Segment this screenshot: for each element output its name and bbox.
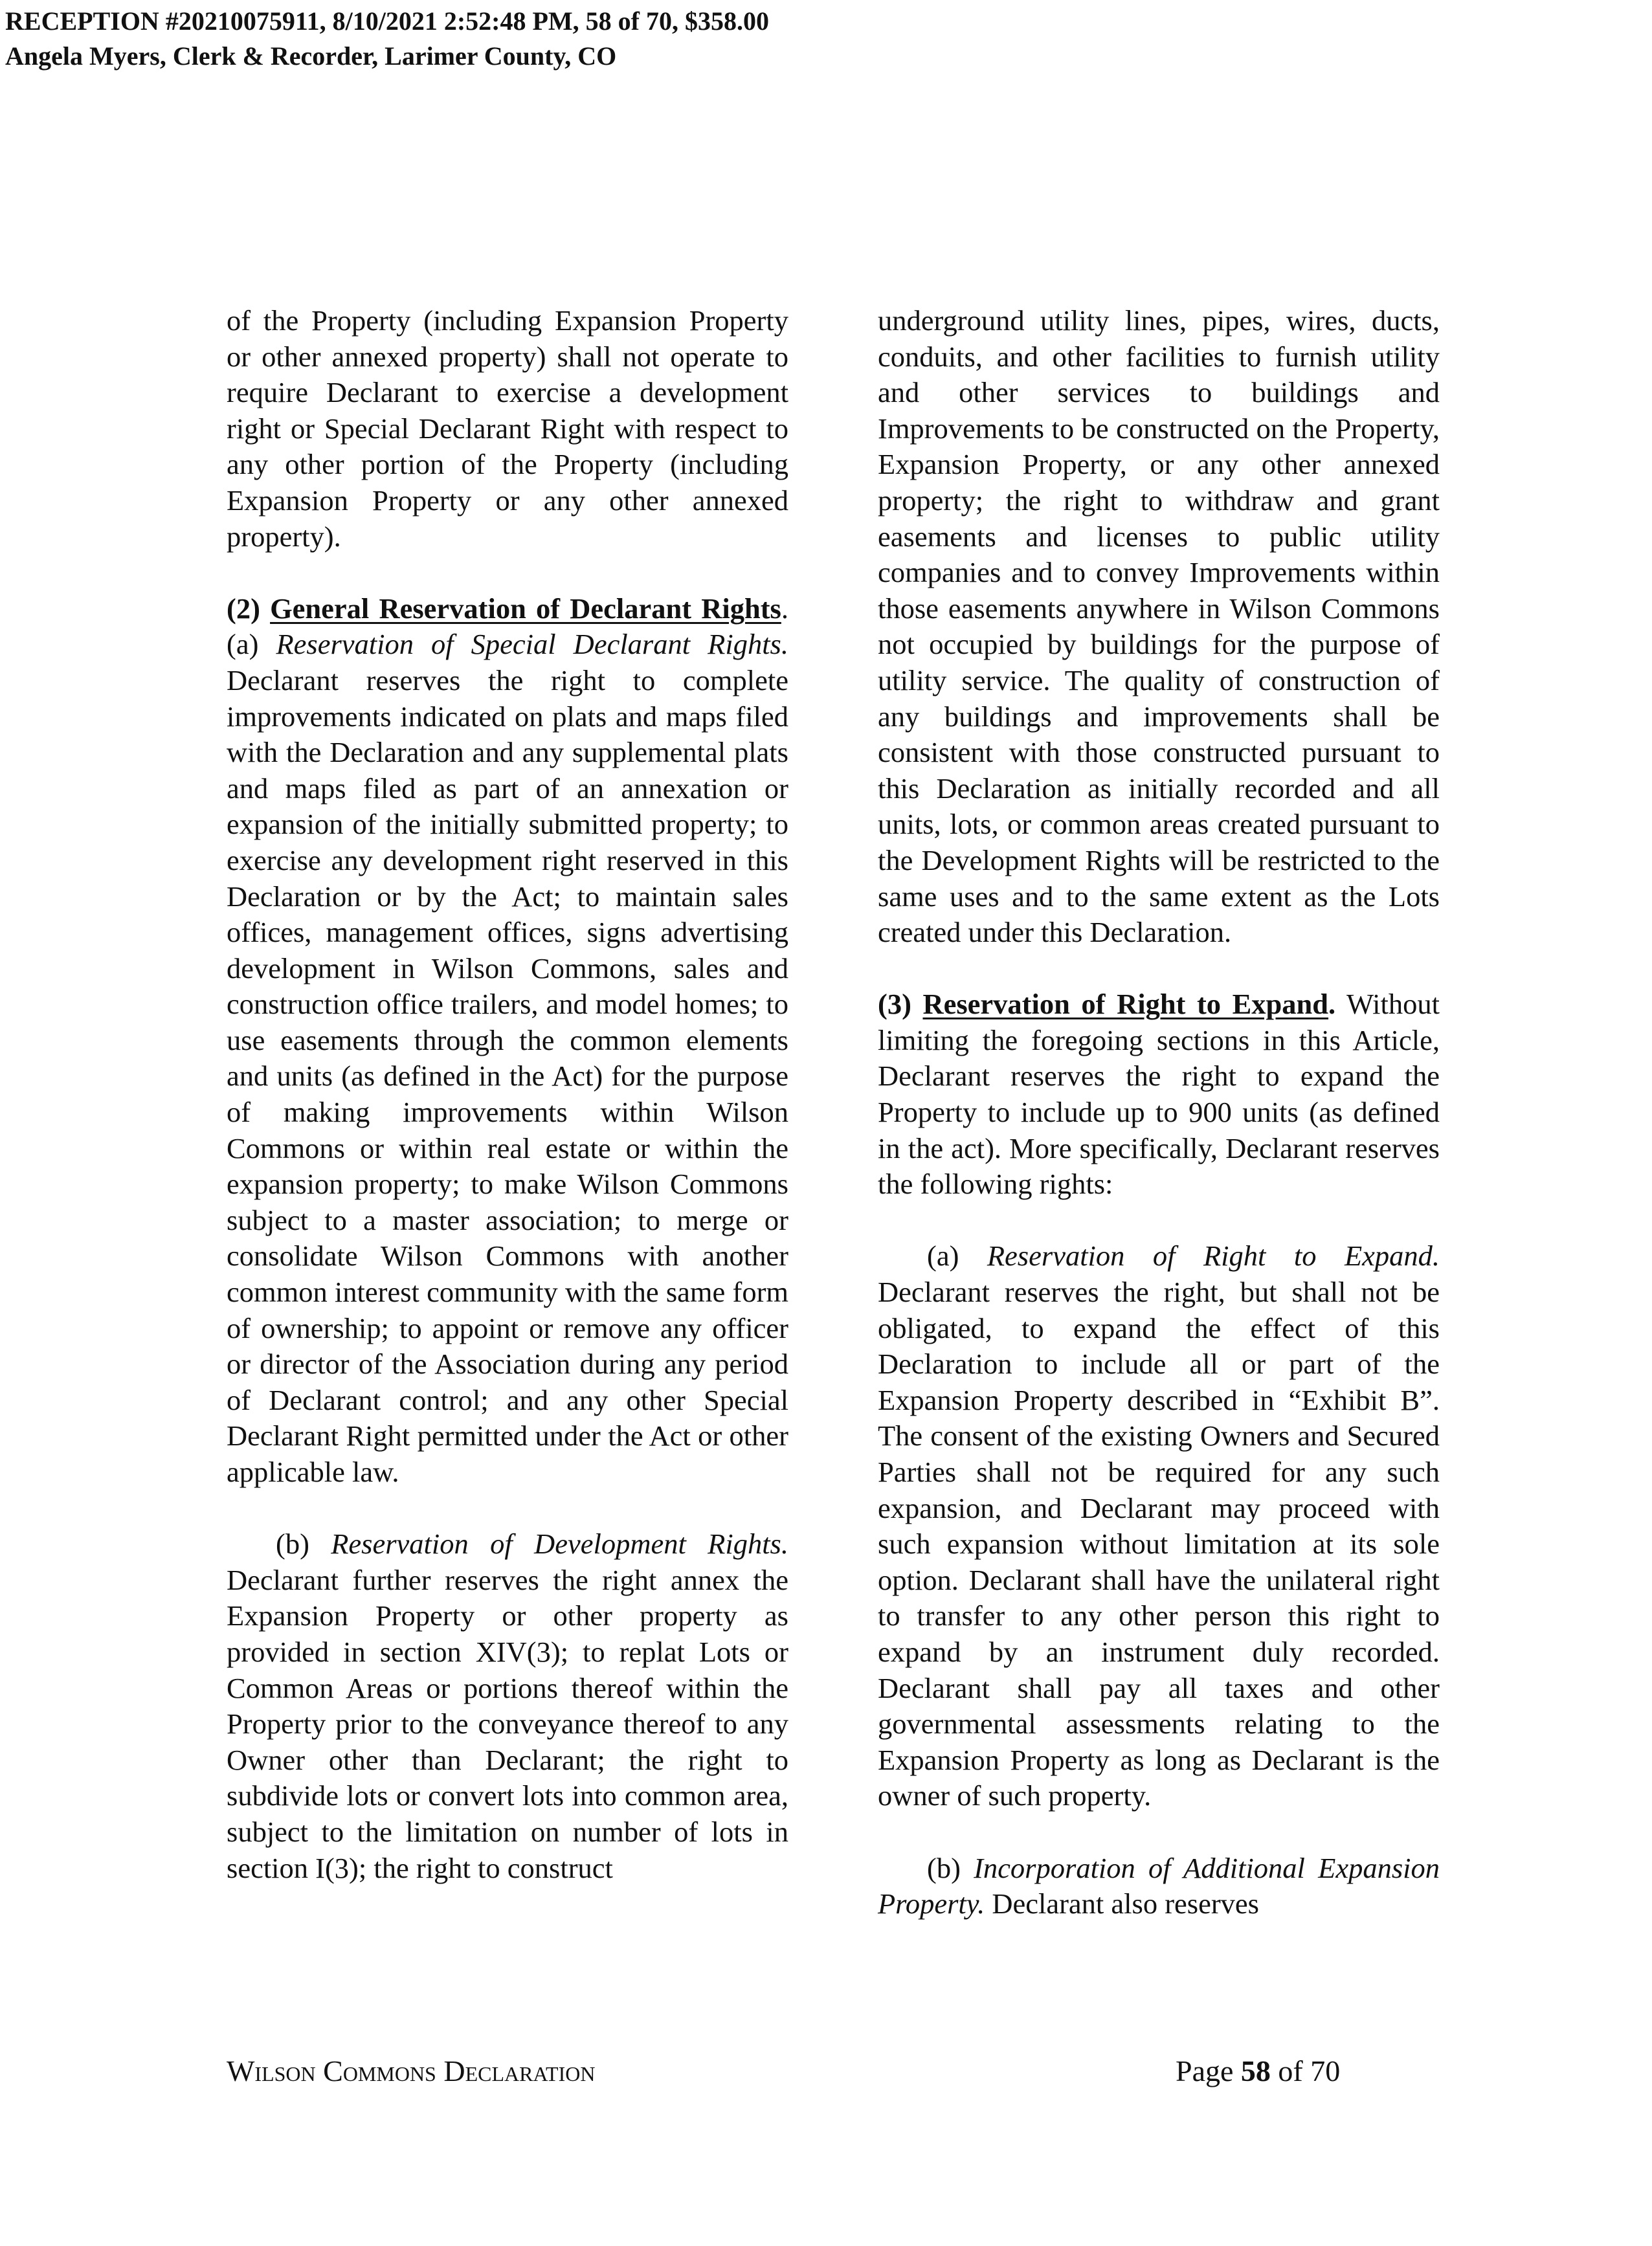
current-page: 58 <box>1240 2054 1271 2087</box>
paragraph-body: Declarant reserves the right, but shall not be obligated, to expand the effect of this Declaration to include all or part of the Expansion Property described in “Exhibit B”. The consent of the existing Owners and Secured Parties shall not be required for any such expansion, and Declarant may proceed with such expansion without limitation at its sole option. Declarant shall have the unilateral right to transfer to any other person this right to expand by an instrument duly recorded. Declarant shall pay all taxes and other governmental assessments relating to the Expansion Property as long as Declarant is the owner of such property. <box>878 1276 1440 1812</box>
section-heading: General Reservation of Declarant Rights <box>270 592 781 625</box>
subsection-title: Reservation of Right to Expand. <box>987 1240 1440 1273</box>
paragraph-body: Declarant further reserves the right annex the Expansion Property or other property as provided in section XIV(3); to replat Lots or Common Areas or portions thereof within the Property prior to the conveyance thereof to any Owner other than Declarant; the right to subdivide lots or convert lots into common area, subject to the limitation on number of lots in section I(3); the right to construct <box>227 1563 788 1884</box>
section-number: (3) <box>878 988 923 1021</box>
section-2-paragraph <box>227 591 788 1491</box>
section-number: (2) <box>227 592 271 625</box>
footer-document-title: Wilson Commons Declaration <box>227 2054 596 2087</box>
paragraph-body: Without limiting the foregoing sections in this Article, Declarant reserves the right to expand the Property to include up to 900 units (as defined in the act). More specifically, Declarant reserves the following rights: <box>878 988 1440 1201</box>
footer-page-number <box>1176 2052 1340 2091</box>
left-column <box>227 303 788 1922</box>
paragraph-body: Declarant also reserves <box>985 1887 1259 1920</box>
subsection-a-paragraph <box>878 1238 1440 1814</box>
subsection-title: Reservation of Special Declarant Rights. <box>276 628 789 661</box>
subsection-label: (b) <box>927 1851 974 1884</box>
right-column <box>878 303 1440 1958</box>
heading-punct: . <box>1328 988 1336 1021</box>
subsection-title: Reservation of Development Rights. <box>331 1528 788 1561</box>
heading-punct: . (a) <box>227 592 788 661</box>
subsection-label: (a) <box>927 1240 987 1273</box>
paragraph-body: Declarant reserves the right to complete improvements indicated on plats and maps filed with the Declaration and any supplemental plats and maps filed as part of an annexation or expansion of the initially submitted property; to exercise any development right reserved in this Declaration or by the Act; to maintain sales offices, management offices, signs advertising development in Wilson Commons, sales and construction office trailers, and model homes; to use easements through the common elements and units (as defined in the Act) for the purpose of making improvements within Wilson Commons or within real estate or within the expansion property; to make Wilson Commons subject to a master association; to merge or consolidate Wilson Commons with another common interest community with the same form of ownership; to appoint or remove any officer or director of the Association during any period of Declarant control; and any other Special Declarant Right permitted under the Act or other applicable law. <box>227 663 788 1488</box>
page-suffix: of 70 <box>1270 2054 1341 2087</box>
paragraph-continuation: of the Property (including Expansion Property or other annexed property) shall not operate to require Declarant to exercise a development right or Special Declarant Right with respect to any other portion of the Property (including Expansion Property or any other annexed property). <box>227 304 788 553</box>
subsection-b-paragraph <box>878 1851 1440 1922</box>
page-prefix: Page <box>1176 2054 1241 2087</box>
section-3-paragraph <box>878 986 1440 1203</box>
subsection-title: Incorporation of Additional Expansion Property. <box>878 1851 1440 1920</box>
reception-line: RECEPTION #20210075911, 8/10/2021 2:52:48 PM, 58 of 70, $358.00 <box>5 6 769 36</box>
subsection-label: (b) <box>276 1528 331 1561</box>
recorder-line: Angela Myers, Clerk & Recorder, Larimer County, CO <box>5 41 617 71</box>
section-heading: Reservation of Right to Expand <box>922 988 1329 1021</box>
recording-stamp <box>5 4 769 74</box>
subsection-b-paragraph <box>227 1526 788 1886</box>
paragraph-continuation: underground utility lines, pipes, wires, ducts, conduits, and other facilities to furnish utility and other services to buildings and Improvements to be constructed on the Property, Expansion Property, or any other annexed property; the right to withdraw and grant easements and licenses to public utility companies and to convey Improvements within those easements anywhere in Wilson Commons not occupied by buildings for the purpose of utility service. The quality of construction of any buildings and improvements shall be consistent with those constructed pursuant to this Declaration as initially recorded and all units, lots, or common areas created pursuant to the Development Rights will be restricted to the same uses and to the same extent as the Lots created under this Declaration. <box>878 304 1440 949</box>
